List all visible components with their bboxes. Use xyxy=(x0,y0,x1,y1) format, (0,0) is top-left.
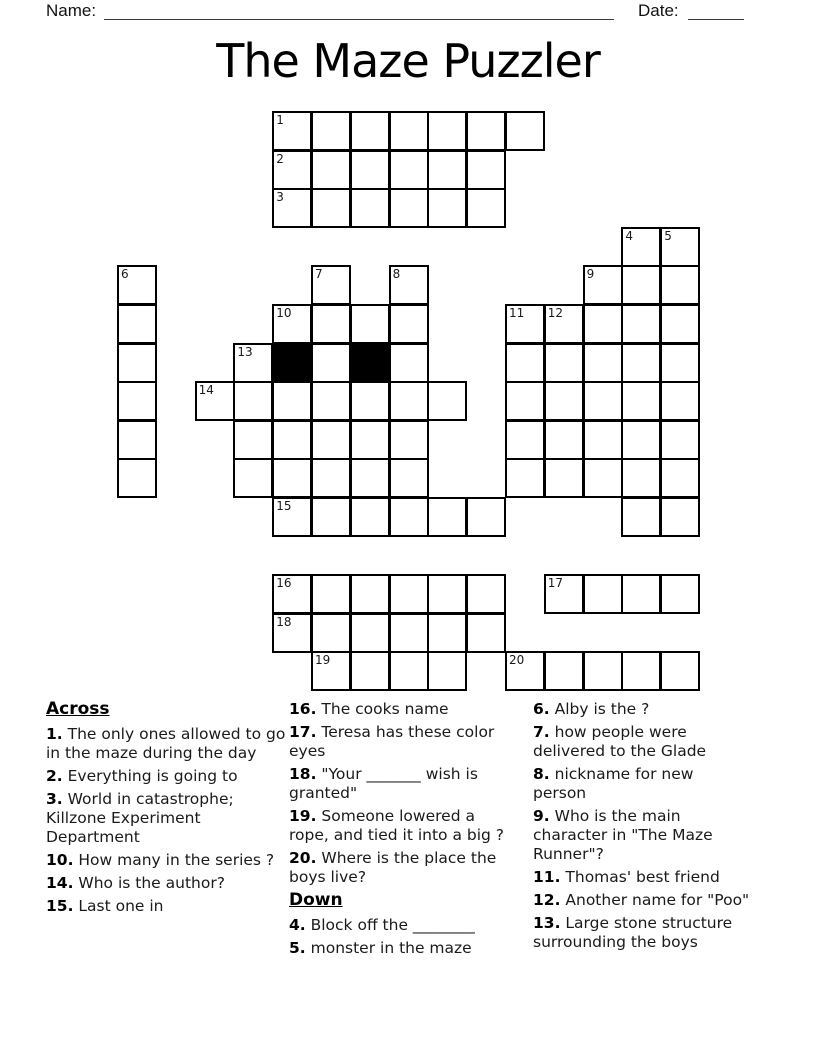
cell-number: 8 xyxy=(392,267,401,282)
grid-cell[interactable] xyxy=(117,381,157,421)
clue-10: 10. How many in the series ? xyxy=(46,851,275,869)
grid-cell[interactable] xyxy=(505,420,545,460)
clue-17: 17. Teresa has these color eyes xyxy=(289,723,495,760)
grid-cell[interactable] xyxy=(583,381,623,421)
grid-cell[interactable] xyxy=(660,458,700,498)
cell-number: 15 xyxy=(276,499,292,513)
grid-cell[interactable] xyxy=(117,265,157,305)
date-input-line[interactable] xyxy=(688,19,744,20)
grid-cell[interactable] xyxy=(350,497,390,537)
grid-cell[interactable] xyxy=(272,458,312,498)
cell-number: 3 xyxy=(276,190,284,205)
grid-cell[interactable] xyxy=(660,343,700,383)
cell-number: 10 xyxy=(276,306,292,320)
grid-cell[interactable] xyxy=(660,497,700,537)
grid-cell[interactable] xyxy=(544,304,584,344)
clue-12: 12. Another name for "Poo" xyxy=(533,891,750,909)
cell-number: 7 xyxy=(315,267,323,282)
clue-20: 20. Where is the place the boys live? xyxy=(289,849,497,886)
grid-cell[interactable] xyxy=(466,497,506,537)
grid-cell[interactable] xyxy=(389,574,429,614)
clue-3: 3. World in catastrophe; Killzone Experiment Department xyxy=(46,790,234,846)
grid-cell[interactable] xyxy=(350,304,390,344)
grid-cell[interactable] xyxy=(660,381,700,421)
clue-19: 19. Someone lowered a rope, and tied it into a big ? xyxy=(289,807,505,844)
grid-cell[interactable] xyxy=(311,343,351,383)
grid-cell[interactable] xyxy=(427,381,467,421)
grid-cell[interactable] xyxy=(660,420,700,460)
grid-cell[interactable] xyxy=(583,458,623,498)
clue-18: 18. "Your _______ wish is granted" xyxy=(289,765,478,802)
grid-cell[interactable] xyxy=(505,304,545,344)
grid-cell[interactable] xyxy=(389,150,429,190)
grid-cell[interactable] xyxy=(311,304,351,344)
grid-cell[interactable] xyxy=(272,188,312,228)
across-heading: Across xyxy=(46,699,110,719)
clue-5: 5. monster in the maze xyxy=(289,939,472,957)
cell-number: 17 xyxy=(547,576,564,591)
clue-2: 2. Everything is going to xyxy=(46,767,238,785)
grid-cell[interactable] xyxy=(272,574,312,614)
clue-16: 16. The cooks name xyxy=(289,700,449,718)
grid-cell-black xyxy=(272,343,312,383)
grid-cell[interactable] xyxy=(311,613,351,653)
cell-number: 18 xyxy=(276,614,292,629)
grid-cell[interactable] xyxy=(621,497,661,537)
down-heading: Down xyxy=(289,890,343,910)
cell-number: 5 xyxy=(664,228,672,243)
grid-cell[interactable] xyxy=(466,188,506,228)
grid-cell[interactable] xyxy=(117,458,157,498)
cell-number: 2 xyxy=(276,151,284,166)
grid-cell[interactable] xyxy=(466,613,506,653)
grid-cell[interactable] xyxy=(117,343,157,383)
grid-cell[interactable] xyxy=(505,111,545,151)
grid-cell[interactable] xyxy=(233,458,273,498)
grid-cell[interactable] xyxy=(427,574,467,614)
cell-number: 20 xyxy=(509,653,525,668)
clue-6: 6. Alby is the ? xyxy=(533,700,650,718)
cell-number: 6 xyxy=(121,267,129,282)
grid-cell[interactable] xyxy=(117,420,157,460)
grid-cell[interactable] xyxy=(660,227,700,267)
cell-number: 12 xyxy=(547,306,564,320)
grid-cell[interactable] xyxy=(195,381,235,421)
clue-14: 14. Who is the author? xyxy=(46,874,225,892)
grid-cell[interactable] xyxy=(466,574,506,614)
grid-cell[interactable] xyxy=(505,343,545,383)
grid-cell[interactable] xyxy=(583,343,623,383)
grid-cell[interactable] xyxy=(272,613,312,653)
grid-cell[interactable] xyxy=(544,458,584,498)
grid-cell[interactable] xyxy=(350,458,390,498)
grid-cell[interactable] xyxy=(350,381,390,421)
grid-cell[interactable] xyxy=(272,304,312,344)
grid-cell[interactable] xyxy=(621,343,661,383)
grid-cell[interactable] xyxy=(466,111,506,151)
grid-cell[interactable] xyxy=(544,381,584,421)
grid-cell[interactable] xyxy=(311,188,351,228)
clue-15: 15. Last one in xyxy=(46,897,164,915)
grid-cell[interactable] xyxy=(427,150,467,190)
grid-cell[interactable] xyxy=(389,613,429,653)
grid-cell[interactable] xyxy=(272,150,312,190)
grid-cell[interactable] xyxy=(311,574,351,614)
grid-cell[interactable] xyxy=(389,188,429,228)
grid-cell[interactable] xyxy=(350,150,390,190)
grid-cell[interactable] xyxy=(621,574,661,614)
grid-cell[interactable] xyxy=(427,651,467,691)
grid-cell[interactable] xyxy=(389,343,429,383)
cell-number: 13 xyxy=(237,344,253,359)
grid-cell[interactable] xyxy=(389,497,429,537)
grid-cell[interactable] xyxy=(427,188,467,228)
grid-cell[interactable] xyxy=(544,651,584,691)
grid-cell[interactable] xyxy=(272,381,312,421)
grid-cell[interactable] xyxy=(505,458,545,498)
grid-cell[interactable] xyxy=(427,497,467,537)
grid-cell[interactable] xyxy=(350,613,390,653)
clue-column-3 xyxy=(533,700,751,956)
cell-number: 11 xyxy=(509,306,525,320)
grid-cell[interactable] xyxy=(117,304,157,344)
cell-number: 16 xyxy=(276,576,292,591)
clue-9: 9. Who is the main character in "The Maze Runner"? xyxy=(533,807,713,863)
clue-1: 1. The only ones allowed to go in the maze during the day xyxy=(46,725,286,762)
clue-column-1 xyxy=(46,700,289,920)
name-label: Name: xyxy=(46,1,97,20)
grid-cell[interactable] xyxy=(544,343,584,383)
grid-cell[interactable] xyxy=(389,420,429,460)
clue-13: 13. Large stone structure surrounding the boys xyxy=(533,914,733,951)
cell-number: 9 xyxy=(586,267,595,282)
grid-cell[interactable] xyxy=(350,420,390,460)
cell-number: 14 xyxy=(198,383,214,398)
grid-cell[interactable] xyxy=(427,613,467,653)
grid-cell[interactable] xyxy=(660,574,700,614)
grid-cell[interactable] xyxy=(505,651,545,691)
grid-cell[interactable] xyxy=(311,420,351,460)
grid-cell[interactable] xyxy=(621,458,661,498)
name-input-line[interactable] xyxy=(104,19,614,20)
grid-cell[interactable] xyxy=(389,111,429,151)
grid-cell[interactable] xyxy=(233,381,273,421)
grid-cell[interactable] xyxy=(311,651,351,691)
grid-cell[interactable] xyxy=(350,111,390,151)
grid-cell[interactable] xyxy=(311,381,351,421)
grid-cell[interactable] xyxy=(583,265,623,305)
grid-cell[interactable] xyxy=(427,111,467,151)
clue-4: 4. Block off the ________ xyxy=(289,916,475,934)
clue-8: 8. nickname for new person xyxy=(533,765,694,802)
grid-cell[interactable] xyxy=(621,420,661,460)
clue-7: 7. how people were delivered to the Glade xyxy=(533,723,707,760)
grid-cell-black xyxy=(350,343,390,383)
clue-11: 11. Thomas' best friend xyxy=(533,868,720,886)
grid-cell[interactable] xyxy=(311,265,351,305)
grid-cell[interactable] xyxy=(621,381,661,421)
grid-cell[interactable] xyxy=(660,265,700,305)
grid-cell[interactable] xyxy=(311,111,351,151)
grid-cell[interactable] xyxy=(389,304,429,344)
grid-cell[interactable] xyxy=(505,381,545,421)
grid-cell[interactable] xyxy=(583,651,623,691)
grid-cell[interactable] xyxy=(660,304,700,344)
grid-cell[interactable] xyxy=(544,420,584,460)
grid-cell[interactable] xyxy=(272,420,312,460)
grid-cell[interactable] xyxy=(389,381,429,421)
cell-number: 1 xyxy=(276,113,284,127)
grid-cell[interactable] xyxy=(233,420,273,460)
grid-cell[interactable] xyxy=(272,111,312,151)
date-label: Date: xyxy=(638,1,679,20)
grid-cell[interactable] xyxy=(583,304,623,344)
clue-column-2 xyxy=(289,700,512,962)
grid-cell[interactable] xyxy=(311,497,351,537)
grid-cell[interactable] xyxy=(350,188,390,228)
grid-cell[interactable] xyxy=(583,420,623,460)
grid-cell[interactable] xyxy=(389,265,429,305)
grid-cell[interactable] xyxy=(350,574,390,614)
grid-cell[interactable] xyxy=(233,343,273,383)
grid-cell[interactable] xyxy=(621,227,661,267)
grid-cell[interactable] xyxy=(272,497,312,537)
cell-number: 19 xyxy=(315,653,331,668)
grid-cell[interactable] xyxy=(621,304,661,344)
grid-cell[interactable] xyxy=(544,574,584,614)
cell-number: 4 xyxy=(625,228,634,243)
grid-cell[interactable] xyxy=(660,651,700,691)
grid-cell[interactable] xyxy=(583,574,623,614)
grid-cell[interactable] xyxy=(621,265,661,305)
page-title: The Maze Puzzler xyxy=(216,34,600,88)
grid-cell[interactable] xyxy=(621,651,661,691)
grid-cell[interactable] xyxy=(389,651,429,691)
grid-cell[interactable] xyxy=(389,458,429,498)
grid-cell[interactable] xyxy=(311,458,351,498)
grid-cell[interactable] xyxy=(350,651,390,691)
grid-cell[interactable] xyxy=(466,150,506,190)
grid-cell[interactable] xyxy=(311,150,351,190)
